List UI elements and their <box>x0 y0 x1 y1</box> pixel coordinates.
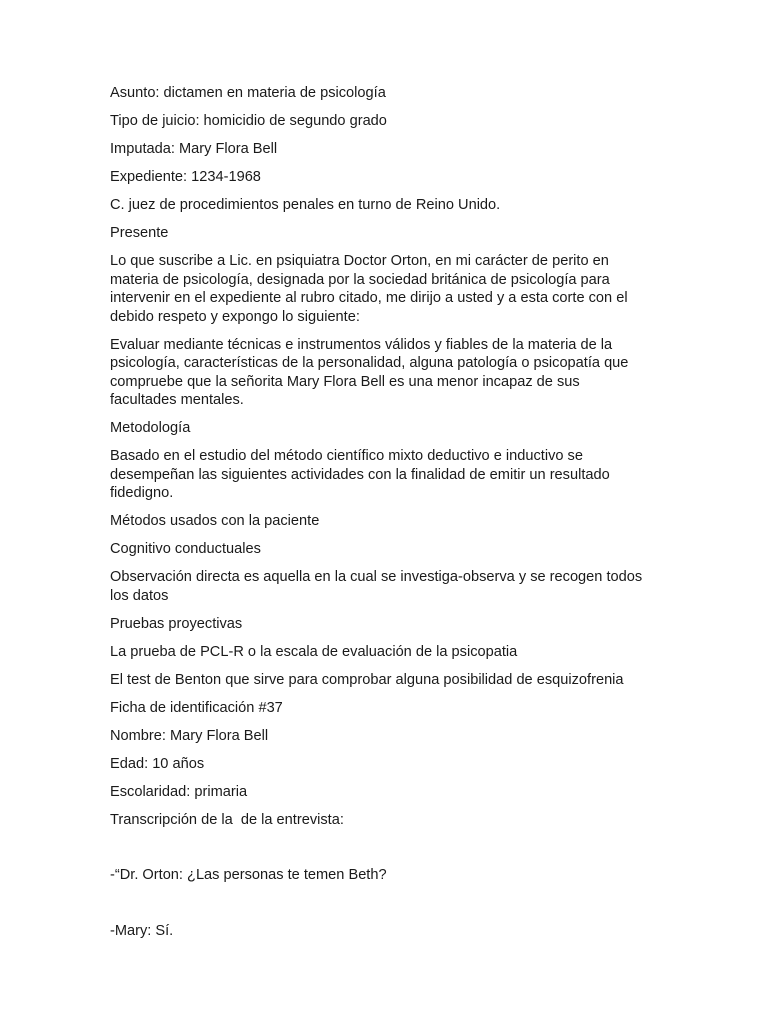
method-projective: Pruebas proyectivas <box>110 615 243 632</box>
method-observation: Observación directa es aquella en la cual se investiga-observa y se recogen todos los datos <box>110 569 643 604</box>
defendant-line: Imputada: Mary Flora Bell <box>110 141 278 157</box>
method-cognitive: Cognitivo conductuales <box>110 541 261 557</box>
transcription-heading: Transcripción de la de la entrevista: <box>110 811 344 828</box>
methodology-paragraph: Basado en el estudio del método científico mixto deductivo e inductivo se desempeñan las siguientes actividades con la finalidad de emitir un resultado fidedigno. <box>110 448 610 501</box>
method-benton: El test de Benton que sirve para comprobar alguna posibilidad de esquizofrenia <box>110 671 624 688</box>
methodology-heading: Metodología <box>110 420 191 436</box>
schooling-line: Escolaridad: primaria <box>110 783 248 800</box>
blank-line <box>110 894 650 922</box>
addressee-line: C. juez de procedimientos penales en turno de Reino Unido. <box>110 197 501 213</box>
case-file-line: Expediente: 1234-1968 <box>110 169 261 185</box>
presente-line: Presente <box>110 225 169 241</box>
introduction-paragraph: Lo que suscribe a Lic. en psiquiatra Doctor Orton, en mi carácter de perito en materia de psicología, designada por la sociedad británica de psicología para intervenir en el expediente al rubro citado, me dirijo a usted y a esta corte con el debido respeto y expongo lo siguiente: <box>110 253 628 325</box>
subject-line: Asunto: dictamen en materia de psicología <box>110 85 386 101</box>
method-pclr: La prueba de PCL-R o la escala de evaluación de la psicopatia <box>110 643 518 660</box>
id-card-line: Ficha de identificación #37 <box>110 699 283 716</box>
blank-line <box>110 839 650 867</box>
trial-type-line: Tipo de juicio: homicidio de segundo grado <box>110 113 387 129</box>
dialogue-line: -Mary: Sí. <box>110 922 174 939</box>
dialogue-line: -“Dr. Orton: ¿Las personas te temen Beth? <box>110 867 387 883</box>
name-line: Nombre: Mary Flora Bell <box>110 727 269 744</box>
objective-paragraph: Evaluar mediante técnicas e instrumentos válidos y fiables de la materia de la psicología, características de la personalidad, alguna patología o psicopatía que compruebe que la señorita Mary Flora Bell es una menor incapaz de sus facultades mentales. <box>110 336 629 408</box>
document-body <box>110 84 650 950</box>
methods-heading: Métodos usados con la paciente <box>110 513 320 529</box>
age-line: Edad: 10 años <box>110 755 205 772</box>
